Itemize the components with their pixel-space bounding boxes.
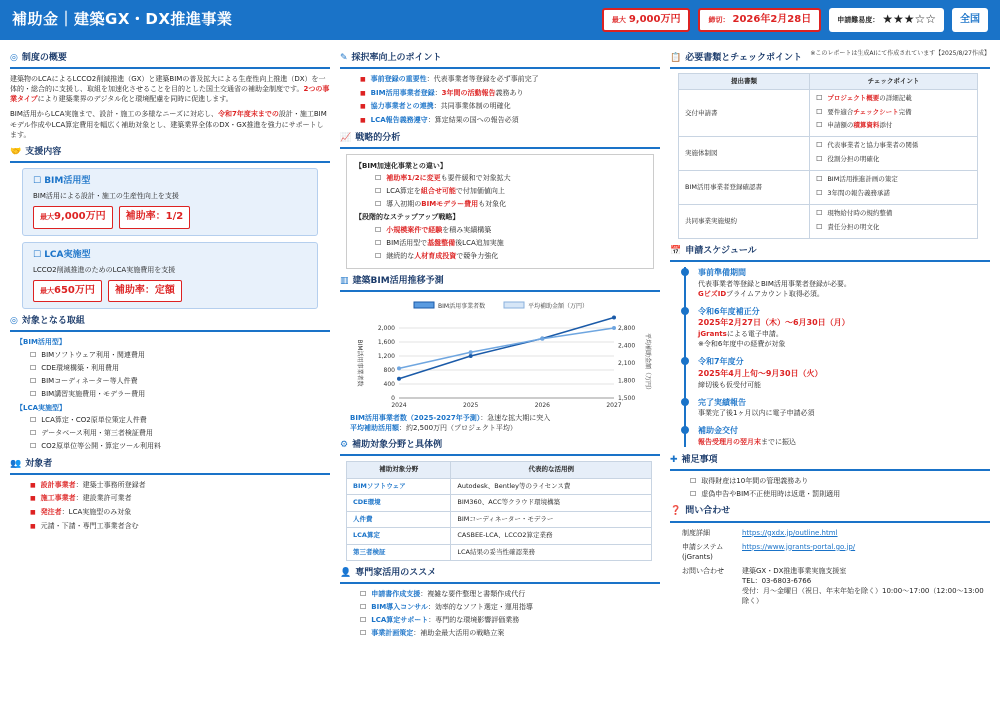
x-tick: 2024 [391, 402, 407, 409]
plus-icon: ✚ [670, 455, 678, 466]
extra-heading: ✚ 補足事項 [670, 454, 990, 471]
chart-line-icon: 📈 [340, 132, 352, 143]
series-point-1 [612, 316, 616, 320]
series-line-2 [399, 328, 614, 368]
x-tick: 2025 [463, 402, 479, 409]
legend-label-1: BIM活用事業者数 [438, 303, 486, 311]
y-tick-left: 0 [391, 395, 395, 403]
y-label-right: 平均補助金額（万円） [644, 333, 651, 394]
calendar-icon: 📅 [670, 245, 682, 256]
forecast-chart-svg [344, 298, 656, 408]
y-tick-left: 2,000 [377, 325, 395, 333]
y-tick-right: 2,800 [618, 325, 636, 333]
table-row: 実施体制図 ☐ 代表事業者と協力事業者の関係 ☐ 役割分担の明確化 [679, 137, 978, 171]
fields-heading: ⚙ 補助対象分野と具体例 [340, 439, 660, 456]
jgrants-link[interactable]: https://www.jgrants-portal.go.jp/ [742, 542, 856, 551]
fields-table: 補助対象分野 代表的な活用例 BIMソフトウェア Autodesk、Bentley等のライセンス費 CDE環境 BIM360、ACC等クラウド環境構築 人件費 BIMコーディネーター・モデラー LCA算定 CASBEE-LCA、LCCO2算定業務 第三者検証 LCA結果の妥当性確認業務 [346, 461, 652, 561]
bim-max-pill: 最大9,000万円 [33, 206, 113, 229]
bim-rate-pill: 補助率：1/2 [119, 206, 191, 229]
docs-heading: 📋 必要書類とチェックポイント [670, 52, 990, 69]
bar-chart-icon: ▥ [340, 275, 349, 286]
table-row: 交付申請書 ☐ プロジェクト概要の詳細記載 ☐ 要件適合チェックシート完備 ☐ 申請額の積算資料添付 [679, 90, 978, 137]
person-icon: 👤 [340, 568, 352, 579]
y-tick-right: 1,800 [618, 377, 636, 385]
x-tick: 2027 [606, 402, 622, 409]
info-icon: ◎ [10, 53, 18, 63]
table-row: LCA算定 CASBEE-LCA、LCCO2算定業務 [347, 528, 652, 544]
lca-rate-pill: 補助率：定額 [108, 280, 182, 303]
extra-list: ☐ 取得財産は10年間の管理義務あり ☐ 虚偽申告やBIM不正使用時は返還・罰則適用 [690, 476, 990, 499]
lca-target-list: ☐ LCA算定・CO2原単位策定人件費 ☐ データベース利用・第三者検証費用 ☐ CO2原単位等公開・算定ツール利用料 [30, 415, 330, 451]
legend-swatch-1 [414, 302, 434, 308]
series-point-2 [397, 366, 401, 370]
difficulty-badge: 申請難易度： ★★★☆☆ [829, 8, 944, 32]
max-amount-badge: 最大 9,000万円 [602, 8, 691, 32]
legend-swatch-2 [504, 302, 524, 308]
table-row: 共同事業実施規約 ☐ 現物給付時の規約整備 ☐ 責任分担の明文化 [679, 205, 978, 239]
deadline-badge: 締切： 2026年2月28日 [698, 8, 821, 32]
strategy-box: 【BIM加速化事業との違い】 ☐ 補助率1/2に変更も要件緩和で対象拡大 ☐ LCA算定を組合せ可能で付加価値向上 ☐ 導入初期のBIMモデラー費用も対象化 【段階的なステップアップ戦略】 ☐ 小規模案件で経験を積み実績構築 ☐ BIM活用型で基盤整備後LCA追加実施 ☐ 継続的な人材育成投資で競争力強化 [346, 154, 654, 269]
outline-link[interactable]: https://gxdx.jp/outline.html [742, 528, 838, 537]
bim-target-list: ☐ BIMソフトウェア利用・関連費用 ☐ CDE環境構築・利用費用 ☐ BIMコーディネーター等人件費 ☐ BIM講習実施費用・モデラー費用 [30, 350, 330, 400]
y-tick-left: 800 [383, 367, 395, 375]
series-point-2 [469, 350, 473, 354]
table-row: 人件費 BIMコーディネーター・モデラー [347, 511, 652, 527]
overview-heading: ◎ 制度の概要 [10, 52, 330, 69]
series-point-2 [540, 337, 544, 341]
who-heading: 👥 対象者 [10, 458, 330, 475]
forecast-chart [344, 298, 656, 411]
support-heading: 🤝 支援内容 [10, 146, 330, 163]
table-row: BIMソフトウェア Autodesk、Bentley等のライセンス費 [347, 478, 652, 494]
series-point-1 [397, 377, 401, 381]
users-icon: 👥 [10, 458, 22, 469]
overview-paragraph-2: BIM活用からLCA実施まで、設計・施工の多様なニーズに対応し、令和7年度末までの設計・施工BIMモデル作成やLCA算定費用を幅広く補助対象とし、建築業界全体のDX・GX推進を強力にサポートします。 [10, 110, 327, 139]
page-title: 補助金｜建築GX・DX推進事業 [12, 10, 233, 29]
y-tick-right: 1,500 [618, 395, 636, 403]
table-row: 第三者検証 LCA結果の妥当性確認業務 [347, 544, 652, 560]
contact-heading: ❓ 問い合わせ [670, 505, 990, 522]
y-tick-right: 2,100 [618, 360, 636, 368]
contact-grid: 制度詳細 https://gxdx.jp/outline.html 申請システム(jGrants) https://www.jgrants-portal.go.jp/ お問い合わせ 建築GX・DX推進事業実施支援室 TEL：03-6803-6766 受付：月〜金曜日（祝日、年末年始を除く）10:00〜17:00（12:00〜13:00除く） [682, 528, 990, 607]
header [0, 0, 1000, 40]
y-tick-left: 400 [383, 381, 395, 389]
table-row: CDE環境 BIM360、ACC等クラウド環境構築 [347, 495, 652, 511]
gears-icon: ⚙ [340, 440, 349, 451]
lca-card: ☐ LCA実施型 LCCO2削減推進のためのLCA実施費用を支援 最大650万円 補助率：定額 [22, 242, 318, 310]
series-point-1 [469, 354, 473, 358]
lca-max-pill: 最大650万円 [33, 280, 102, 303]
points-heading: ✎ 採択率向上のポイント [340, 52, 660, 69]
y-tick-right: 2,400 [618, 342, 636, 350]
who-list: ■ 設計事業者：建築士事務所登録者 ■ 施工事業者：建設業許可業者 ■ 発注者：LCA実施型のみ対象 ■ 元請・下請・専門工事業者含む [30, 480, 330, 532]
overview-paragraph-1: 建築物のLCAによるLCCO2削減推進（GX）と建築BIMの普及拡大による生産性向上推進（DX）を一体的・総合的に支援し、取組を加速化させることを目的とした国土交通省の補助金制度です。2つの事業タイプにより建築業界のデジタル化と環境配慮を同時に促進します。 [10, 75, 330, 104]
pencil-icon: ✎ [340, 53, 348, 63]
y-tick-left: 1,200 [377, 353, 395, 361]
series-point-2 [612, 326, 616, 330]
region-badge: 全国 [952, 8, 988, 32]
docs-table: 提出書類 チェックポイント 交付申請書 ☐ プロジェクト概要の詳細記載 ☐ 要件適合チェックシート完備 ☐ 申請額の積算資料添付 実施体制図 ☐ 代表事業者と協力事業者の関係 ☐ 役割分担の明確化 BIM活用事業者登録確認書 ☐ BIM活用推進計画の策定 ☐ 3年間の報告義務承諾 共同事業実施規約 ☐ 現物給付時の規約整備 ☐ 責任分担の明文化 [678, 73, 978, 239]
targets-heading: ◎ 対象となる取組 [10, 315, 330, 332]
schedule-timeline: 事前準備期間 代表事業者等登録とBIM活用事業者登録が必要。 GビズIDプライムアカウント取得必須。 令和6年度補正分 2025年2月27日（木）〜6月30日（月） jGrantsによる電子申請。 ※令和6年度中の経費が対象 令和7年度分 2025年4月上旬〜9月30日（火） 締切後も仮受付可能 完了実績報告 事業完了後1ヶ月以内に電子申請必須 補助金交付 報告受理月の翌月末までに振込 [684, 267, 990, 447]
y-label-left: BIM活用事業者数 [356, 339, 363, 387]
y-tick-left: 1,600 [377, 339, 395, 347]
handshake-icon: 🤝 [10, 146, 22, 157]
x-tick: 2026 [534, 402, 550, 409]
experts-heading: 👤 専門家活用のススメ [340, 567, 660, 584]
legend-label-2: 平均補助金額（万円） [528, 303, 589, 311]
question-icon: ❓ [670, 506, 682, 517]
forecast-heading: ▥ 建築BIM活用推移予測 [340, 275, 660, 292]
table-row: BIM活用事業者登録確認書 ☐ BIM活用推進計画の策定 ☐ 3年間の報告義務承諾 [679, 171, 978, 205]
target-icon: ◎ [10, 316, 18, 327]
ai-note: ※このレポートは生成AIにて作成されています【2025/8/27作成】 [810, 50, 990, 58]
strategy-heading: 📈 戦略的分析 [340, 132, 660, 149]
experts-list: ☐ 申請書作成支援：複雑な要件整理と書類作成代行 ☐ BIM導入コンサル：効率的なソフト選定・運用指導 ☐ LCA算定サポート：専門的な環境影響評価業務 ☐ 事業計画策定：補助金最大活用の戦略立案 [360, 589, 660, 639]
schedule-heading: 📅 申請スケジュール [670, 245, 990, 262]
points-list: ■ 事前登録の重要性：代表事業者等登録を必ず事前完了 ■ BIM活用事業者登録：3年間の活動報告義務あり ■ 協力事業者との連携：共同事業体制の明確化 ■ LCA報告義務遵守：算定結果の国への報告必須 [360, 74, 660, 126]
bim-card: ☐ BIM活用型 BIM活用による設計・施工の生産性向上を支援 最大9,000万円 補助率：1/2 [22, 168, 318, 236]
clipboard-icon: 📋 [670, 53, 682, 63]
